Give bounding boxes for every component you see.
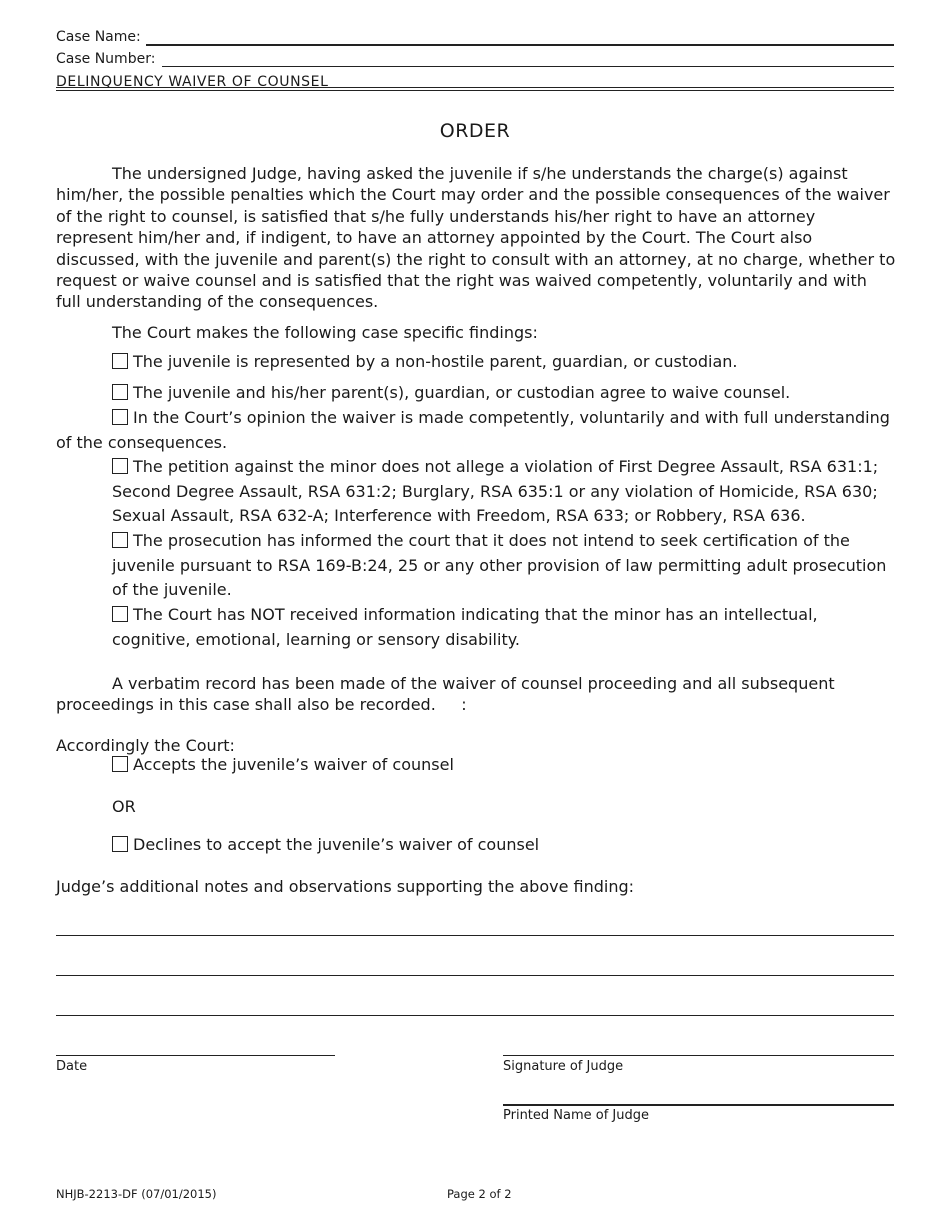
accept-label: Accepts the juvenile’s waiver of counsel	[133, 755, 454, 774]
case-name-field[interactable]	[146, 44, 894, 46]
form-title: DELINQUENCY WAIVER OF COUNSEL	[56, 74, 329, 90]
decline-option	[112, 833, 539, 858]
finding-1-checkbox[interactable]	[112, 353, 128, 369]
finding-5	[112, 529, 897, 603]
notes-line-3[interactable]	[56, 1015, 894, 1016]
finding-5-label: The prosecution has informed the court that it does not intend to seek certification of the juvenile pursuant to RSA 169-B:24, 25 or any other provision of law permitting adult prosecution of the juvenile.	[112, 531, 887, 600]
finding-2-checkbox[interactable]	[112, 384, 128, 400]
date-label: Date	[56, 1059, 88, 1074]
order-title: ORDER	[439, 120, 511, 142]
finding-6	[112, 603, 897, 652]
finding-4-label: The petition against the minor does not allege a violation of First Degree Assault, RSA 631:1; Second Degree Assault, RSA 631:2; Burglary, RSA 635:1 or any violation of Homicide, RSA 630; Sexual Assault, RSA 632-A; Interference with Freedom, RSA 633; or Robbery, RSA 636.	[112, 457, 879, 526]
finding-3-checkbox[interactable]	[112, 409, 128, 425]
decline-label: Declines to accept the juvenile’s waiver of counsel	[133, 835, 540, 854]
notes-label: Judge’s additional notes and observations supporting the above finding:	[56, 877, 635, 896]
case-number-label: Case Number:	[56, 51, 156, 67]
finding-1-label: The juvenile is represented by a non-hostile parent, guardian, or custodian.	[133, 352, 738, 371]
case-number-field[interactable]	[162, 66, 894, 67]
finding-5-checkbox[interactable]	[112, 532, 128, 548]
notes-line-2[interactable]	[56, 975, 894, 976]
printed-name-line[interactable]	[503, 1104, 894, 1106]
accept-checkbox[interactable]	[112, 756, 128, 772]
accordingly-label: Accordingly the Court:	[56, 736, 235, 755]
finding-1	[56, 350, 896, 375]
intro-paragraph: The undersigned Judge, having asked the juvenile if s/he understands the charge(s) against him/her, the possible penalties which the Court may order and the possible consequences of the waiver of the right to counsel, is satisfied that s/he fully understands his/her right to have an attorney represent him/her and, if indigent, to have an attorney appointed by the Court. The Court also discussed, with the juvenile and parent(s) the right to consult with an attorney, at no charge, whether to request or waive counsel and is satisfied that the right was waived competently, voluntarily and with full understanding of the consequences.	[56, 164, 896, 312]
finding-6-label: The Court has NOT received information indicating that the minor has an intellectual, cognitive, emotional, learning or sensory disability.	[112, 605, 818, 649]
finding-3	[56, 406, 896, 455]
findings-intro: The Court makes the following case specific findings:	[112, 323, 538, 342]
notes-line-1[interactable]	[56, 935, 894, 936]
finding-2	[56, 381, 896, 406]
decline-checkbox[interactable]	[112, 836, 128, 852]
finding-6-checkbox[interactable]	[112, 606, 128, 622]
or-label: OR	[112, 797, 136, 816]
case-name-label: Case Name:	[56, 29, 141, 45]
finding-3-label: In the Court’s opinion the waiver is made competently, voluntarily and with full understanding of the consequences.	[56, 408, 890, 452]
accept-option	[112, 753, 454, 778]
finding-4	[112, 455, 897, 529]
finding-4-checkbox[interactable]	[112, 458, 128, 474]
page-number: Page 2 of 2	[447, 1187, 512, 1201]
printed-name-label: Printed Name of Judge	[503, 1108, 650, 1123]
header-rule-bottom	[56, 90, 894, 91]
signature-line[interactable]	[503, 1055, 894, 1056]
form-number: NHJB-2213-DF (07/01/2015)	[56, 1187, 217, 1201]
header-rule-top	[56, 87, 894, 88]
finding-2-label: The juvenile and his/her parent(s), guardian, or custodian agree to waive counsel.	[133, 383, 791, 402]
date-line[interactable]	[56, 1055, 335, 1056]
signature-label: Signature of Judge	[503, 1059, 624, 1074]
record-paragraph: A verbatim record has been made of the waiver of counsel proceeding and all subsequent proceedings in this case shall also be recorded. :	[56, 674, 840, 715]
